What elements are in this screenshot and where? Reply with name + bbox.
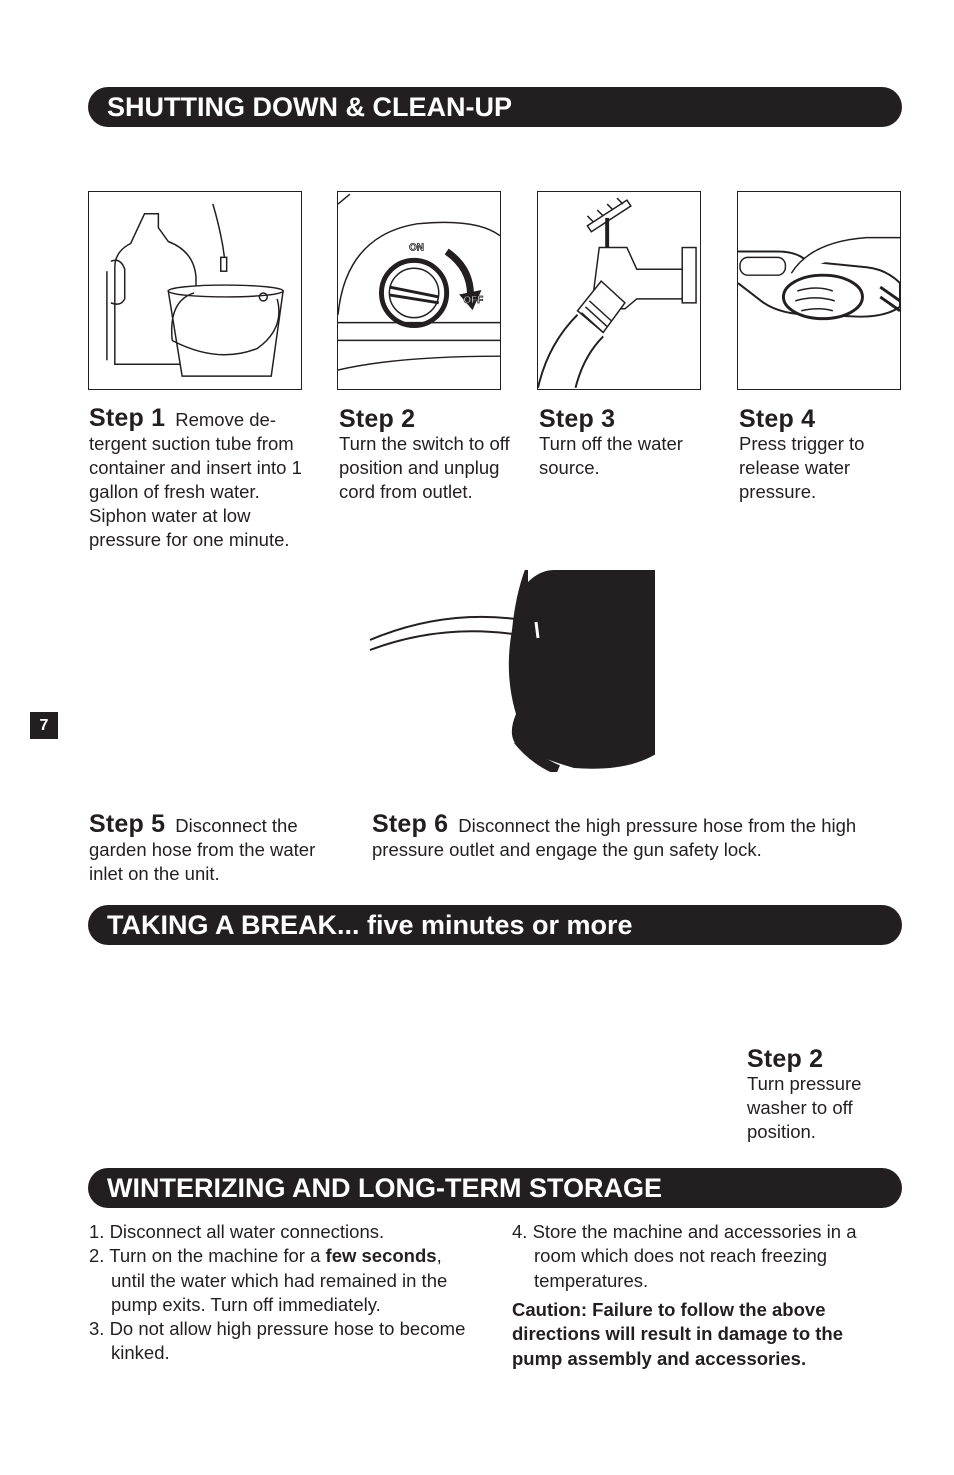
list-item bbox=[89, 1244, 479, 1317]
section-banner-shutting-down bbox=[88, 87, 902, 127]
faucet-illustration bbox=[538, 192, 700, 389]
section-banner-winterizing bbox=[88, 1168, 902, 1208]
step-text: Remove de-tergent suction tube from container and insert into 1 gallon of fresh water. Siphon water at low pressure for one minute. bbox=[89, 409, 302, 550]
switch-off-label: OFF bbox=[463, 294, 484, 306]
figure-hose-disconnect bbox=[368, 570, 660, 772]
winterizing-list-right bbox=[512, 1220, 882, 1293]
list-item-emphasis: few seconds bbox=[325, 1245, 437, 1267]
list-item: 4. Store the machine and accessories in a room which does not reach freezing temperatures. bbox=[512, 1221, 857, 1291]
page-number: 7 bbox=[30, 712, 58, 739]
power-switch-illustration bbox=[338, 192, 500, 389]
list-item-text: , until the water which had remained in the pump exits. Turn off immediately. bbox=[111, 1245, 448, 1315]
switch-on-label: ON bbox=[409, 242, 424, 254]
step-text: Disconnect the high pressure hose from the high pressure outlet and engage the gun safety lock. bbox=[372, 815, 857, 860]
figure-spray-gun-trigger bbox=[737, 191, 901, 390]
shutdown-step-5 bbox=[89, 812, 329, 886]
step-heading: Step 6 bbox=[372, 810, 449, 838]
section-title: SHUTTING DOWN & CLEAN-UP bbox=[107, 92, 512, 122]
step-heading: Step 2 bbox=[339, 405, 416, 433]
list-item: 1. Disconnect all water connections. bbox=[89, 1221, 385, 1242]
shutdown-step-2 bbox=[339, 406, 519, 504]
figure-water-faucet bbox=[537, 191, 701, 390]
shutdown-step-3 bbox=[539, 406, 719, 480]
step-text: Turn pressure washer to off position. bbox=[747, 1073, 862, 1142]
step-text: Press trigger to release water pressure. bbox=[739, 433, 865, 502]
list-item: 3. Do not allow high pressure hose to become kinked. bbox=[89, 1318, 466, 1364]
break-step-2 bbox=[747, 1046, 897, 1144]
step-heading: Step 1 bbox=[89, 404, 166, 432]
shutdown-step-4 bbox=[739, 406, 899, 504]
shutdown-step-6 bbox=[372, 812, 872, 862]
figure-power-switch bbox=[337, 191, 501, 390]
step-text: Turn the switch to off position and unplug cord from outlet. bbox=[339, 433, 510, 502]
figure-container-and-bucket bbox=[88, 191, 302, 390]
shutdown-step-1 bbox=[89, 406, 319, 552]
step-text: Turn off the water source. bbox=[539, 433, 683, 478]
section-title: TAKING A BREAK... five minutes or more bbox=[107, 910, 633, 940]
step-heading: Step 5 bbox=[89, 810, 166, 838]
caution-note: Caution: Failure to follow the above directions will result in damage to the pump assembly and accessories. bbox=[512, 1299, 844, 1369]
step-heading: Step 2 bbox=[747, 1045, 824, 1073]
list-item-text: 2. Turn on the machine for a bbox=[89, 1245, 326, 1267]
jug-bucket-illustration bbox=[89, 192, 301, 389]
section-banner-taking-a-break bbox=[88, 905, 902, 945]
step-heading: Step 3 bbox=[539, 405, 616, 433]
hose-unit-illustration bbox=[368, 570, 660, 772]
section-title: WINTERIZING AND LONG-TERM STORAGE bbox=[107, 1173, 662, 1203]
winterizing-list-left bbox=[89, 1220, 479, 1366]
spray-gun-illustration bbox=[738, 192, 900, 389]
step-text: Disconnect the garden hose from the water inlet on the unit. bbox=[89, 815, 316, 884]
step-heading: Step 4 bbox=[739, 405, 816, 433]
